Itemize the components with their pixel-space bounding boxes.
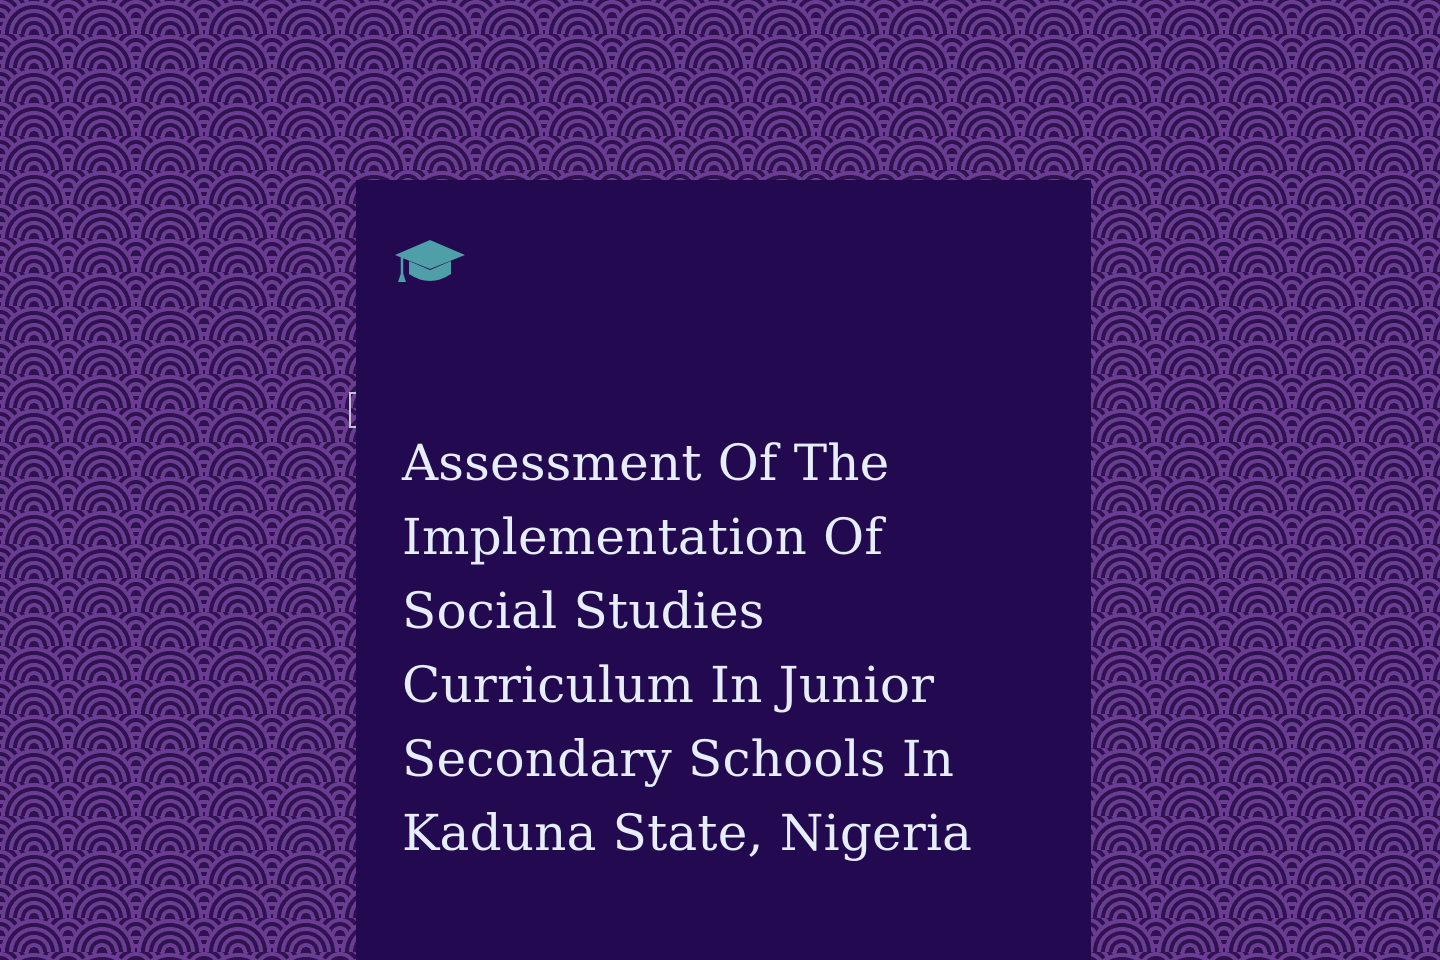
document-title: Assessment Of The Implementation Of Social Studies Curriculum In Junior Secondary Schools In Kaduna State, Nigeria [402, 434, 973, 862]
document-card[interactable] [356, 180, 1091, 960]
graduation-cap-icon [394, 238, 466, 286]
panel-edge-marker [349, 392, 356, 428]
